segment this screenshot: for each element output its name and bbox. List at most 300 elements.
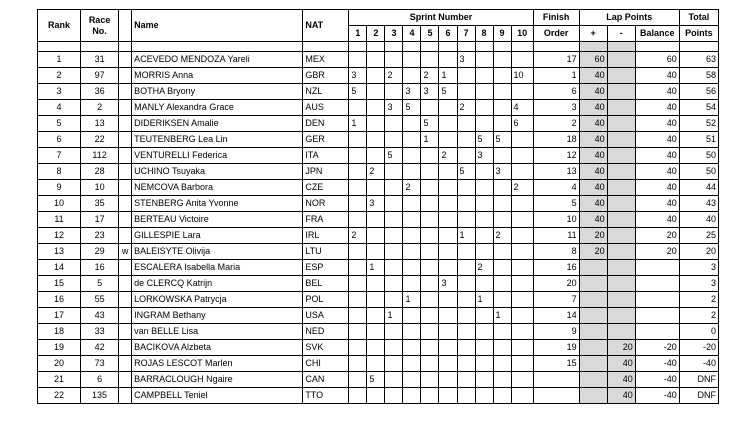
- flag-cell: [119, 228, 132, 244]
- lap-minus-cell: [607, 132, 635, 148]
- nat-cell: GBR: [303, 68, 349, 84]
- sprint-4-cell: [403, 148, 421, 164]
- header-race-no-line1: Race: [88, 14, 111, 25]
- race-no-cell: 55: [81, 292, 119, 308]
- sprint-8-cell: [475, 324, 493, 340]
- race-no-cell: 28: [81, 164, 119, 180]
- sprint-5-cell: 3: [421, 84, 439, 100]
- lap-plus-cell: 20: [579, 228, 607, 244]
- flag-cell: [119, 116, 132, 132]
- sprint-6-cell: 1: [439, 68, 457, 84]
- lap-balance-cell: -40: [635, 388, 679, 404]
- race-no-cell: 35: [81, 196, 119, 212]
- sprint-4-cell: [403, 276, 421, 292]
- sprint-2-cell: [367, 116, 385, 132]
- total-points-cell: 3: [679, 260, 718, 276]
- sprint-1-cell: 3: [349, 68, 367, 84]
- name-cell: MANLY Alexandra Grace: [132, 100, 303, 116]
- lap-balance-cell: 40: [635, 164, 679, 180]
- lap-plus-cell: [579, 324, 607, 340]
- header-sprint-7: 7: [457, 26, 475, 42]
- sprint-1-cell: 1: [349, 116, 367, 132]
- nat-cell: LTU: [303, 244, 349, 260]
- lap-minus-cell: [607, 244, 635, 260]
- rank-cell: 2: [38, 68, 81, 84]
- sprint-3-cell: 5: [385, 148, 403, 164]
- lap-minus-cell: [607, 292, 635, 308]
- table-row: [38, 324, 719, 340]
- flag-cell: [119, 276, 132, 292]
- sprint-6-cell: [439, 340, 457, 356]
- sprint-5-cell: [421, 244, 439, 260]
- rank-cell: 15: [38, 276, 81, 292]
- sprint-7-cell: [457, 260, 475, 276]
- total-points-cell: 63: [679, 52, 718, 68]
- rank-cell: 21: [38, 372, 81, 388]
- sprint-4-cell: 2: [403, 180, 421, 196]
- table-row: [38, 356, 719, 372]
- table-row: [38, 244, 719, 260]
- finish-cell: 12: [533, 148, 579, 164]
- sprint-2-cell: [367, 324, 385, 340]
- sprint-7-cell: [457, 84, 475, 100]
- flag-cell: [119, 340, 132, 356]
- name-cell: TEUTENBERG Lea Lin: [132, 132, 303, 148]
- sprint-4-cell: [403, 260, 421, 276]
- race-no-cell: 2: [81, 100, 119, 116]
- flag-cell: [119, 292, 132, 308]
- race-no-cell: 22: [81, 132, 119, 148]
- lap-balance-cell: 60: [635, 52, 679, 68]
- sprint-9-cell: [493, 116, 511, 132]
- sprint-7-cell: 2: [457, 100, 475, 116]
- sprint-3-cell: [385, 292, 403, 308]
- sprint-3-cell: [385, 164, 403, 180]
- lap-balance-cell: 40: [635, 100, 679, 116]
- sprint-10-cell: [511, 308, 533, 324]
- race-no-cell: 10: [81, 180, 119, 196]
- rank-cell: 8: [38, 164, 81, 180]
- sprint-10-cell: [511, 148, 533, 164]
- flag-cell: [119, 356, 132, 372]
- sprint-3-cell: [385, 212, 403, 228]
- lap-plus-cell: [579, 292, 607, 308]
- sprint-6-cell: 3: [439, 276, 457, 292]
- sprint-1-cell: [349, 132, 367, 148]
- nat-cell: ESP: [303, 260, 349, 276]
- sprint-10-cell: [511, 84, 533, 100]
- table-row: [38, 212, 719, 228]
- sprint-10-cell: [511, 244, 533, 260]
- sprint-10-cell: [511, 388, 533, 404]
- lap-balance-cell: 40: [635, 212, 679, 228]
- nat-cell: USA: [303, 308, 349, 324]
- nat-cell: DEN: [303, 116, 349, 132]
- flag-cell: [119, 132, 132, 148]
- sprint-3-cell: 3: [385, 100, 403, 116]
- lap-balance-cell: -20: [635, 340, 679, 356]
- lap-minus-cell: [607, 196, 635, 212]
- lap-plus-cell: 40: [579, 100, 607, 116]
- sprint-6-cell: [439, 116, 457, 132]
- sprint-7-cell: 5: [457, 164, 475, 180]
- table-row: [38, 308, 719, 324]
- sprint-2-cell: [367, 388, 385, 404]
- rank-cell: 7: [38, 148, 81, 164]
- sprint-6-cell: [439, 260, 457, 276]
- lap-minus-cell: 20: [607, 340, 635, 356]
- lap-balance-cell: [635, 324, 679, 340]
- finish-cell: 4: [533, 180, 579, 196]
- lap-balance-cell: -40: [635, 356, 679, 372]
- sprint-2-cell: 2: [367, 164, 385, 180]
- sprint-9-cell: [493, 388, 511, 404]
- sprint-4-cell: [403, 388, 421, 404]
- race-no-cell: 13: [81, 116, 119, 132]
- lap-minus-cell: [607, 324, 635, 340]
- lap-balance-cell: 40: [635, 180, 679, 196]
- rank-cell: 14: [38, 260, 81, 276]
- sprint-1-cell: 5: [349, 84, 367, 100]
- rank-cell: 4: [38, 100, 81, 116]
- sprint-7-cell: [457, 340, 475, 356]
- flag-cell: [119, 180, 132, 196]
- finish-cell: 18: [533, 132, 579, 148]
- sprint-2-cell: [367, 68, 385, 84]
- finish-cell: 9: [533, 324, 579, 340]
- sprint-8-cell: [475, 228, 493, 244]
- flag-cell: [119, 372, 132, 388]
- sprint-10-cell: [511, 196, 533, 212]
- lap-minus-cell: [607, 100, 635, 116]
- finish-cell: 8: [533, 244, 579, 260]
- header-sprint-8: 8: [475, 26, 493, 42]
- name-cell: MORRIS Anna: [132, 68, 303, 84]
- sprint-3-cell: [385, 228, 403, 244]
- sprint-5-cell: 2: [421, 68, 439, 84]
- sprint-1-cell: [349, 52, 367, 68]
- race-no-cell: 36: [81, 84, 119, 100]
- header-lap-minus: -: [607, 26, 635, 42]
- sprint-6-cell: [439, 132, 457, 148]
- lap-plus-cell: 40: [579, 84, 607, 100]
- name-cell: BARRACLOUGH Ngaire: [132, 372, 303, 388]
- sprint-4-cell: [403, 244, 421, 260]
- sprint-5-cell: [421, 148, 439, 164]
- sprint-1-cell: [349, 388, 367, 404]
- sprint-9-cell: 1: [493, 308, 511, 324]
- sprint-8-cell: [475, 116, 493, 132]
- header-sprint-number: Sprint Number: [349, 10, 533, 26]
- nat-cell: NOR: [303, 196, 349, 212]
- sprint-5-cell: [421, 372, 439, 388]
- total-points-cell: 58: [679, 68, 718, 84]
- lap-minus-cell: [607, 212, 635, 228]
- sprint-2-cell: 5: [367, 372, 385, 388]
- finish-cell: 14: [533, 308, 579, 324]
- total-points-cell: -20: [679, 340, 718, 356]
- table-row: [38, 148, 719, 164]
- flag-cell: [119, 260, 132, 276]
- sprint-8-cell: [475, 100, 493, 116]
- total-points-cell: 50: [679, 164, 718, 180]
- lap-plus-cell: [579, 356, 607, 372]
- sprint-5-cell: [421, 292, 439, 308]
- flag-cell: [119, 100, 132, 116]
- sprint-5-cell: [421, 196, 439, 212]
- flag-cell: [119, 308, 132, 324]
- sprint-1-cell: [349, 260, 367, 276]
- total-points-cell: 50: [679, 148, 718, 164]
- finish-cell: 3: [533, 100, 579, 116]
- sprint-9-cell: [493, 340, 511, 356]
- results-table: [37, 9, 719, 404]
- finish-cell: 19: [533, 340, 579, 356]
- sprint-9-cell: [493, 68, 511, 84]
- finish-cell: 10: [533, 212, 579, 228]
- rank-cell: 10: [38, 196, 81, 212]
- header-nat: NAT: [303, 10, 349, 42]
- lap-plus-cell: 40: [579, 132, 607, 148]
- table-row: [38, 228, 719, 244]
- sprint-8-cell: [475, 68, 493, 84]
- lap-minus-cell: [607, 68, 635, 84]
- sprint-7-cell: [457, 324, 475, 340]
- sprint-7-cell: [457, 372, 475, 388]
- sprint-2-cell: [367, 100, 385, 116]
- table-row: [38, 196, 719, 212]
- name-cell: DIDERIKSEN Amalie: [132, 116, 303, 132]
- sprint-2-cell: [367, 276, 385, 292]
- lap-minus-cell: [607, 260, 635, 276]
- nat-cell: SVK: [303, 340, 349, 356]
- sprint-6-cell: [439, 52, 457, 68]
- sprint-10-cell: 10: [511, 68, 533, 84]
- rank-cell: 1: [38, 52, 81, 68]
- sprint-8-cell: [475, 388, 493, 404]
- race-no-cell: 42: [81, 340, 119, 356]
- nat-cell: NED: [303, 324, 349, 340]
- sprint-4-cell: [403, 356, 421, 372]
- rank-cell: 9: [38, 180, 81, 196]
- lap-plus-cell: [579, 276, 607, 292]
- race-no-cell: 6: [81, 372, 119, 388]
- sprint-9-cell: [493, 52, 511, 68]
- sprint-10-cell: [511, 260, 533, 276]
- name-cell: BALEISYTE Olivija: [132, 244, 303, 260]
- finish-cell: 15: [533, 356, 579, 372]
- nat-cell: NZL: [303, 84, 349, 100]
- race-no-cell: 33: [81, 324, 119, 340]
- table-row: [38, 164, 719, 180]
- sprint-7-cell: [457, 132, 475, 148]
- name-cell: de CLERCQ Katrijn: [132, 276, 303, 292]
- rank-cell: 5: [38, 116, 81, 132]
- sprint-1-cell: [349, 276, 367, 292]
- sprint-7-cell: [457, 148, 475, 164]
- sprint-8-cell: 5: [475, 132, 493, 148]
- lap-minus-cell: [607, 308, 635, 324]
- sprint-6-cell: [439, 356, 457, 372]
- lap-plus-cell: 40: [579, 148, 607, 164]
- sprint-4-cell: 5: [403, 100, 421, 116]
- sprint-1-cell: [349, 292, 367, 308]
- lap-minus-cell: [607, 228, 635, 244]
- total-points-cell: DNF: [679, 372, 718, 388]
- sprint-9-cell: 2: [493, 228, 511, 244]
- sprint-4-cell: 1: [403, 292, 421, 308]
- lap-plus-cell: 20: [579, 244, 607, 260]
- sprint-6-cell: [439, 180, 457, 196]
- sprint-10-cell: [511, 52, 533, 68]
- sprint-1-cell: [349, 180, 367, 196]
- sprint-4-cell: [403, 308, 421, 324]
- sprint-2-cell: 3: [367, 196, 385, 212]
- finish-cell: 2: [533, 116, 579, 132]
- name-cell: UCHINO Tsuyaka: [132, 164, 303, 180]
- sprint-9-cell: [493, 372, 511, 388]
- sprint-7-cell: [457, 180, 475, 196]
- header-rank: Rank: [38, 10, 81, 42]
- sprint-1-cell: [349, 324, 367, 340]
- sprint-8-cell: [475, 372, 493, 388]
- sprint-6-cell: [439, 244, 457, 260]
- lap-plus-cell: 40: [579, 196, 607, 212]
- sprint-8-cell: [475, 52, 493, 68]
- sprint-7-cell: [457, 116, 475, 132]
- nat-cell: ITA: [303, 148, 349, 164]
- table-row: [38, 260, 719, 276]
- total-points-cell: 2: [679, 308, 718, 324]
- lap-plus-cell: 60: [579, 52, 607, 68]
- lap-balance-cell: 40: [635, 148, 679, 164]
- name-cell: VENTURELLI Federica: [132, 148, 303, 164]
- sprint-2-cell: [367, 340, 385, 356]
- sprint-9-cell: [493, 100, 511, 116]
- sprint-2-cell: [367, 132, 385, 148]
- sprint-10-cell: 6: [511, 116, 533, 132]
- sprint-9-cell: [493, 196, 511, 212]
- sprint-9-cell: [493, 244, 511, 260]
- sprint-10-cell: [511, 340, 533, 356]
- nat-cell: GER: [303, 132, 349, 148]
- sprint-9-cell: [493, 260, 511, 276]
- sprint-10-cell: 2: [511, 180, 533, 196]
- nat-cell: CHI: [303, 356, 349, 372]
- total-points-cell: 0: [679, 324, 718, 340]
- sprint-5-cell: [421, 276, 439, 292]
- sprint-8-cell: [475, 244, 493, 260]
- lap-minus-cell: 40: [607, 388, 635, 404]
- name-cell: BERTEAU Victoire: [132, 212, 303, 228]
- sprint-4-cell: 3: [403, 84, 421, 100]
- sprint-10-cell: [511, 324, 533, 340]
- sprint-3-cell: [385, 356, 403, 372]
- header-finish-line2: Order: [533, 26, 579, 42]
- table-row: [38, 180, 719, 196]
- sprint-3-cell: [385, 52, 403, 68]
- sprint-1-cell: [349, 372, 367, 388]
- total-points-cell: 40: [679, 212, 718, 228]
- sprint-3-cell: [385, 244, 403, 260]
- sprint-10-cell: [511, 164, 533, 180]
- sprint-10-cell: [511, 228, 533, 244]
- lap-plus-cell: 40: [579, 116, 607, 132]
- sprint-1-cell: [349, 148, 367, 164]
- sprint-7-cell: [457, 388, 475, 404]
- header-sprint-2: 2: [367, 26, 385, 42]
- sprint-6-cell: [439, 292, 457, 308]
- sprint-1-cell: [349, 340, 367, 356]
- nat-cell: POL: [303, 292, 349, 308]
- total-points-cell: 2: [679, 292, 718, 308]
- name-cell: ACEVEDO MENDOZA Yareli: [132, 52, 303, 68]
- sprint-4-cell: [403, 52, 421, 68]
- lap-balance-cell: 40: [635, 116, 679, 132]
- header-flag: [119, 10, 132, 42]
- finish-cell: 17: [533, 52, 579, 68]
- lap-balance-cell: -40: [635, 372, 679, 388]
- lap-plus-cell: [579, 308, 607, 324]
- rank-cell: 6: [38, 132, 81, 148]
- name-cell: LORKOWSKA Patrycja: [132, 292, 303, 308]
- sprint-9-cell: [493, 276, 511, 292]
- finish-cell: 7: [533, 292, 579, 308]
- sprint-1-cell: 2: [349, 228, 367, 244]
- sprint-5-cell: [421, 324, 439, 340]
- total-points-cell: 51: [679, 132, 718, 148]
- sprint-1-cell: [349, 196, 367, 212]
- flag-cell: [119, 196, 132, 212]
- header-sprint-9: 9: [493, 26, 511, 42]
- sprint-2-cell: [367, 180, 385, 196]
- nat-cell: JPN: [303, 164, 349, 180]
- total-points-cell: 44: [679, 180, 718, 196]
- header-race-no-line2: No.: [92, 25, 107, 36]
- sprint-2-cell: [367, 292, 385, 308]
- header-total-line2: Points: [679, 26, 718, 42]
- sprint-9-cell: [493, 292, 511, 308]
- lap-minus-cell: [607, 116, 635, 132]
- race-no-cell: 16: [81, 260, 119, 276]
- race-no-cell: 23: [81, 228, 119, 244]
- rank-cell: 19: [38, 340, 81, 356]
- sprint-7-cell: [457, 212, 475, 228]
- lap-balance-cell: 20: [635, 228, 679, 244]
- sprint-4-cell: [403, 116, 421, 132]
- header-race-no: [81, 10, 119, 42]
- lap-balance-cell: [635, 260, 679, 276]
- race-no-cell: 31: [81, 52, 119, 68]
- header-sprint-1: 1: [349, 26, 367, 42]
- finish-cell: 6: [533, 84, 579, 100]
- lap-plus-cell: [579, 372, 607, 388]
- lap-minus-cell: [607, 148, 635, 164]
- sprint-9-cell: [493, 84, 511, 100]
- sprint-2-cell: [367, 52, 385, 68]
- sprint-8-cell: [475, 84, 493, 100]
- name-cell: CAMPBELL Teniel: [132, 388, 303, 404]
- total-points-cell: -40: [679, 356, 718, 372]
- sprint-6-cell: 5: [439, 84, 457, 100]
- table-row: [38, 116, 719, 132]
- lap-balance-cell: 40: [635, 84, 679, 100]
- sprint-5-cell: [421, 164, 439, 180]
- sprint-1-cell: [349, 356, 367, 372]
- flag-cell: [119, 388, 132, 404]
- sprint-2-cell: [367, 228, 385, 244]
- header-lap-balance: Balance: [635, 26, 679, 42]
